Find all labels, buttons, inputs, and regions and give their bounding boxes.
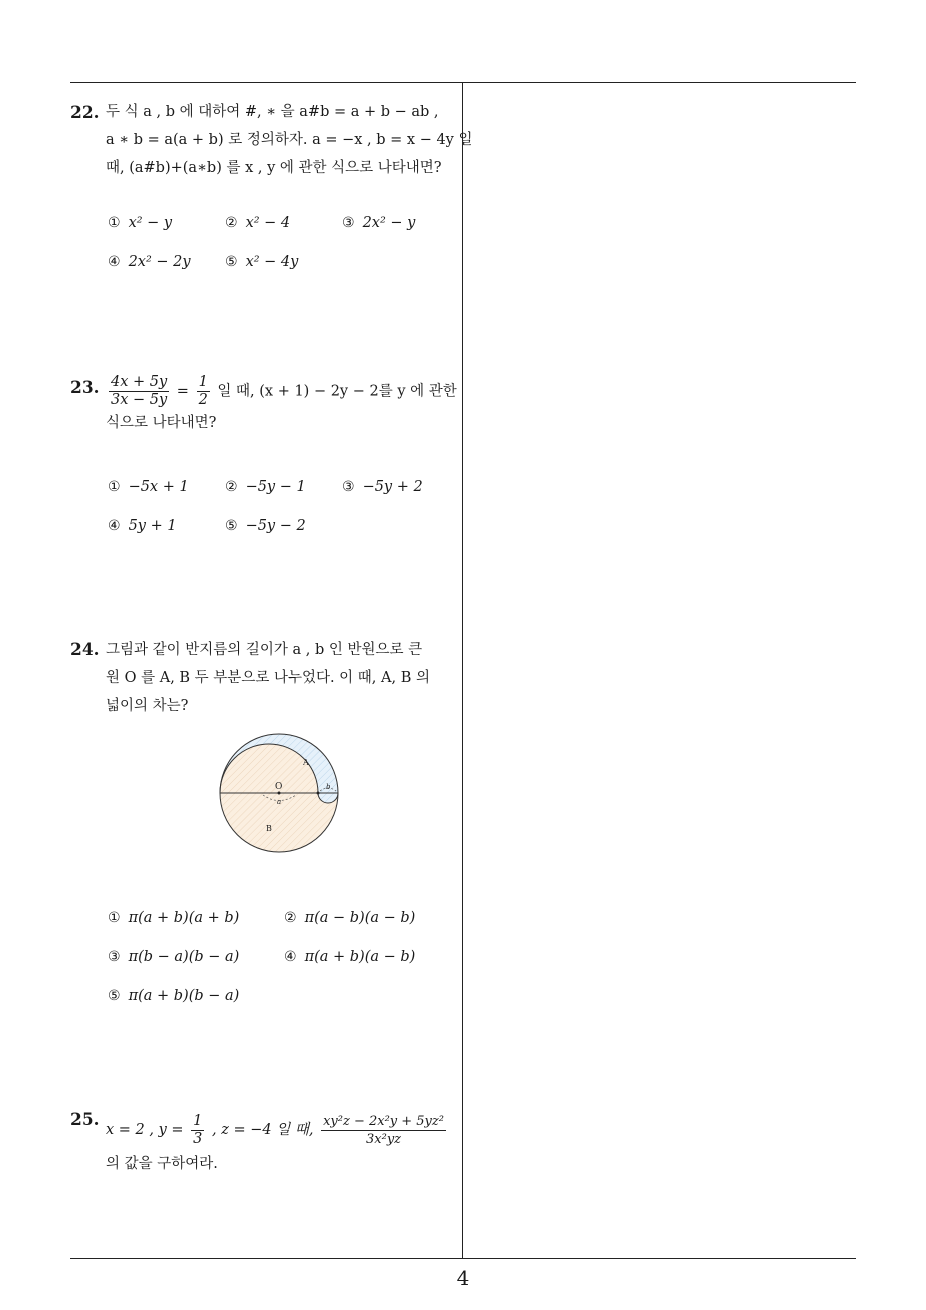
choice-marker: ① bbox=[108, 215, 121, 231]
choice-marker: ⑤ bbox=[225, 254, 238, 270]
question-line: 원 O 를 A, B 두 부분으로 나누었다. 이 때, A, B 의 bbox=[106, 670, 430, 686]
fraction-denominator: 3x − 5y bbox=[111, 392, 168, 408]
choice-3[interactable] bbox=[342, 215, 415, 231]
choice-value: π(a + b)(b − a) bbox=[128, 988, 240, 1004]
question-text bbox=[106, 374, 456, 437]
choice-value: −5y + 2 bbox=[362, 479, 423, 495]
choice-value: 2x² − y bbox=[362, 215, 416, 231]
page-number: 4 bbox=[456, 1266, 470, 1290]
fraction-denominator: 3x²yz bbox=[366, 1131, 402, 1147]
choice-value: π(b − a)(b − a) bbox=[128, 949, 240, 965]
choice-5[interactable] bbox=[225, 254, 298, 270]
choice-marker: ③ bbox=[342, 479, 355, 495]
choice-1[interactable] bbox=[108, 479, 189, 495]
choice-4[interactable] bbox=[108, 254, 191, 270]
choice-value: π(a + b)(a + b) bbox=[128, 910, 240, 926]
fraction bbox=[191, 1113, 204, 1148]
choice-marker: ② bbox=[284, 910, 297, 926]
circle-diagram bbox=[218, 732, 342, 856]
choice-value: π(a + b)(a − b) bbox=[304, 949, 416, 965]
question-line: 두 식 a , b 에 대하여 #, ∗ 을 a#b = a + b − ab , bbox=[106, 104, 439, 120]
choice-value: x² − 4y bbox=[245, 254, 299, 270]
bottom-rule bbox=[70, 1258, 856, 1259]
question-line: 넓이의 차는? bbox=[106, 698, 189, 714]
choice-1[interactable] bbox=[108, 215, 172, 231]
question-line: 때, (a#b)+(a∗b) 를 x , y 에 관한 식으로 나타내면? bbox=[106, 160, 442, 176]
condition-prefix: x = 2 , y = bbox=[106, 1122, 184, 1138]
choice-marker: ④ bbox=[284, 949, 297, 965]
question-line: 식으로 나타내면? bbox=[106, 415, 217, 431]
question-text bbox=[106, 98, 473, 182]
choice-value: 5y + 1 bbox=[128, 518, 177, 534]
question-text bbox=[106, 1110, 456, 1178]
choice-marker: ③ bbox=[108, 949, 121, 965]
choice-1[interactable] bbox=[108, 910, 239, 926]
fraction-numerator: xy²z − 2x²y + 5yz² bbox=[323, 1113, 444, 1129]
circle-figure bbox=[218, 732, 342, 860]
top-rule bbox=[70, 82, 856, 83]
question-number: 25. bbox=[70, 1110, 100, 1130]
choice-5[interactable] bbox=[225, 518, 306, 534]
choice-value: −5x + 1 bbox=[128, 479, 189, 495]
question-line: a ∗ b = a(a + b) 로 정의하자. a = −x , b = x − 4y 일 bbox=[106, 132, 473, 148]
choice-value: x² − y bbox=[128, 215, 173, 231]
fraction-denominator: 2 bbox=[198, 392, 208, 408]
label-o: O bbox=[275, 782, 283, 792]
fraction bbox=[109, 374, 169, 409]
question-number: 22. bbox=[70, 103, 100, 123]
label-radius-b: b bbox=[326, 783, 331, 791]
question-line: 의 값을 구하여라. bbox=[106, 1156, 218, 1172]
choice-4[interactable] bbox=[108, 518, 177, 534]
choice-marker: ② bbox=[225, 215, 238, 231]
choice-marker: ⑤ bbox=[108, 988, 121, 1004]
choice-value: x² − 4 bbox=[245, 215, 291, 231]
choice-marker: ② bbox=[225, 479, 238, 495]
choice-value: −5y − 1 bbox=[245, 479, 306, 495]
column-divider bbox=[462, 82, 463, 1258]
label-b-region: B bbox=[266, 824, 272, 833]
choice-marker: ① bbox=[108, 910, 121, 926]
question-text bbox=[106, 636, 456, 720]
center-b-point bbox=[317, 792, 320, 795]
choice-2[interactable] bbox=[284, 910, 415, 926]
fraction-numerator: 1 bbox=[198, 374, 208, 390]
choice-marker: ④ bbox=[108, 254, 121, 270]
choice-value: 2x² − 2y bbox=[128, 254, 191, 270]
label-radius-a: a bbox=[277, 798, 282, 806]
choice-4[interactable] bbox=[284, 949, 415, 965]
choice-2[interactable] bbox=[225, 215, 290, 231]
fraction-denominator: 3 bbox=[193, 1130, 203, 1147]
choice-marker: ③ bbox=[342, 215, 355, 231]
expression-fraction bbox=[321, 1113, 446, 1148]
equals-sign: = bbox=[176, 383, 189, 400]
label-a-region: A bbox=[303, 758, 309, 767]
question-line bbox=[106, 374, 456, 409]
choice-3[interactable] bbox=[342, 479, 423, 495]
question-number: 24. bbox=[70, 640, 100, 660]
question-line bbox=[106, 1110, 456, 1150]
choice-3[interactable] bbox=[108, 949, 239, 965]
question-line: 그림과 같이 반지름의 길이가 a , b 인 반원으로 큰 bbox=[106, 642, 423, 658]
choice-value: −5y − 2 bbox=[245, 518, 306, 534]
fraction-numerator: 4x + 5y bbox=[111, 374, 168, 390]
choice-marker: ④ bbox=[108, 518, 121, 534]
fraction-numerator: 1 bbox=[193, 1112, 203, 1129]
question-number: 23. bbox=[70, 378, 100, 398]
choice-5[interactable] bbox=[108, 988, 239, 1004]
condition-suffix: , z = −4 일 때, bbox=[212, 1122, 314, 1138]
choice-2[interactable] bbox=[225, 479, 306, 495]
choice-value: π(a − b)(a − b) bbox=[304, 910, 416, 926]
question-line-rest: 일 때, (x + 1) − 2y − 2를 y 에 관한 bbox=[217, 383, 457, 400]
fraction bbox=[197, 374, 210, 409]
choice-marker: ⑤ bbox=[225, 518, 238, 534]
choice-marker: ① bbox=[108, 479, 121, 495]
